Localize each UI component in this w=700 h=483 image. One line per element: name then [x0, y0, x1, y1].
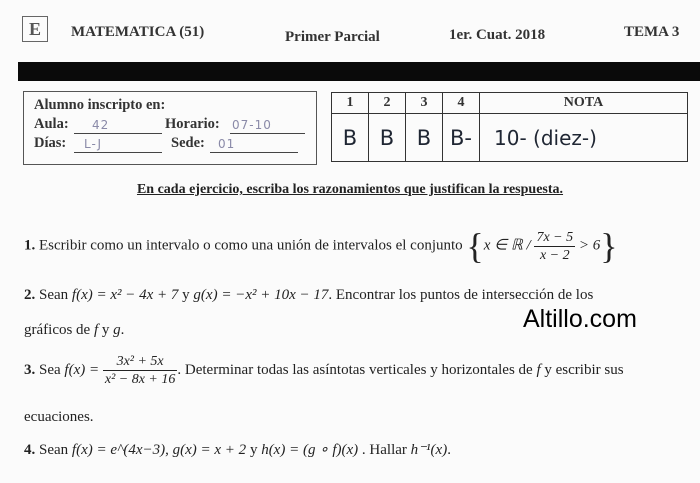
exercise-3-text: . Determinar todas las asíntotas verticales y horizontales de — [177, 361, 533, 378]
grade-mark-1: B — [332, 114, 369, 162]
exercise-3 — [24, 353, 624, 388]
exercise-2-text: . Encontrar los puntos de intersección de los — [328, 287, 594, 303]
exercise-4-y: y — [249, 442, 258, 458]
exercise-1 — [24, 228, 618, 264]
aula-label: Aula: — [34, 116, 69, 132]
grade-header-row — [332, 93, 688, 114]
sede-value: 01 — [218, 137, 236, 151]
exercise-2-y: y — [182, 287, 190, 303]
exercise-1-numerator: 7x − 5 — [536, 229, 574, 245]
exercise-4-text: . Hallar — [361, 442, 407, 458]
tema-label: TEMA 3 — [624, 24, 680, 40]
instructions: En cada ejercicio, escriba los razonamientos que justifican la respuesta. — [136, 182, 564, 197]
exercise-2-sean: Sean — [39, 287, 69, 303]
exercise-2-line2-end: . — [120, 322, 125, 338]
grade-header-2: 2 — [369, 93, 406, 114]
term-label: 1er. Cuat. 2018 — [449, 27, 546, 43]
watermark: Altillo.com — [523, 305, 637, 333]
exercise-4-end: . — [447, 442, 451, 458]
sede-label: Sede: — [171, 135, 205, 151]
exercise-1-set-end: > 6 — [578, 237, 601, 254]
grade-mark-3: B — [406, 114, 443, 162]
exercise-1-number: 1. — [24, 237, 36, 254]
exercise-2-line2-f: f — [93, 322, 99, 338]
subject-title: MATEMATICA (51) — [71, 24, 205, 40]
exam-title: Primer Parcial — [285, 29, 380, 45]
exercise-3-text2: y escribir sus — [544, 361, 624, 378]
grade-header-4: 4 — [443, 93, 480, 114]
exercise-3-line-2 — [24, 409, 94, 426]
grade-mark-2: B — [369, 114, 406, 162]
grade-nota: 10- (diez-) — [480, 114, 688, 162]
exercise-2-line-2 — [24, 322, 124, 339]
exercise-4-f: f(x) = e^(4x−3) — [71, 442, 166, 458]
horario-label: Horario: — [165, 116, 220, 132]
exercise-3-numerator: 3x² + 5x — [116, 354, 164, 369]
set-open-brace-icon: { — [466, 226, 484, 266]
exercise-4-comma: , — [165, 442, 169, 458]
exam-letter-box: E — [22, 16, 48, 42]
aula-value: 42 — [92, 118, 110, 132]
grade-header-1: 1 — [332, 93, 369, 114]
exercise-1-denominator: x − 2 — [534, 246, 575, 264]
exercise-3-lhs: f(x) = — [64, 361, 100, 378]
exercise-4 — [24, 440, 451, 459]
exercise-4-g: g(x) = x + 2 — [172, 442, 247, 458]
grade-header-nota: NOTA — [480, 93, 688, 114]
exercise-2-f: f(x) = x² − 4x + 7 — [71, 287, 179, 303]
dias-line — [74, 138, 162, 153]
exercise-4-hinv: h⁻¹(x) — [410, 442, 448, 458]
exercise-3-denominator: x² − 8x + 16 — [104, 372, 176, 387]
grade-marks-row — [332, 114, 688, 162]
exercise-3-fraction — [103, 353, 178, 388]
exercise-2-line2-text: gráficos de — [24, 322, 91, 338]
sede-line — [210, 138, 298, 153]
exercise-2-number: 2. — [24, 287, 36, 303]
exercise-1-set-start: x ∈ ℝ / — [483, 237, 531, 254]
exercise-4-number: 4. — [24, 442, 36, 458]
horario-line — [230, 119, 305, 134]
student-box-title: Alumno inscripto en: — [34, 97, 166, 113]
exercise-3-number: 3. — [24, 361, 36, 378]
aula-line — [74, 119, 162, 134]
exercise-1-fraction — [534, 229, 575, 264]
dias-value: L-J — [84, 137, 103, 151]
exercise-3-line2-text: ecuaciones. — [24, 409, 94, 425]
exercise-2-line2-g: g — [113, 322, 121, 338]
exercise-3-sea: Sea — [39, 361, 61, 378]
exercise-4-h: h(x) = (g ∘ f)(x) — [261, 442, 359, 458]
exercise-2 — [24, 287, 593, 304]
grade-table — [331, 92, 688, 162]
grade-header-3: 3 — [406, 93, 443, 114]
horario-value: 07-10 — [232, 118, 272, 132]
exercise-3-f: f — [536, 361, 541, 378]
dias-label: Días: — [34, 135, 67, 151]
redaction-bar — [18, 62, 700, 81]
exercise-4-sean: Sean — [39, 442, 69, 458]
exercise-1-text: Escribir como un intervalo o como una unión de intervalos el conjunto — [39, 237, 463, 254]
set-close-brace-icon: } — [600, 226, 618, 266]
grade-mark-4: B- — [443, 114, 480, 162]
student-info-box — [23, 91, 317, 165]
exercise-2-line2-y: y — [101, 322, 110, 338]
exercise-2-g: g(x) = −x² + 10x − 17 — [193, 287, 329, 303]
